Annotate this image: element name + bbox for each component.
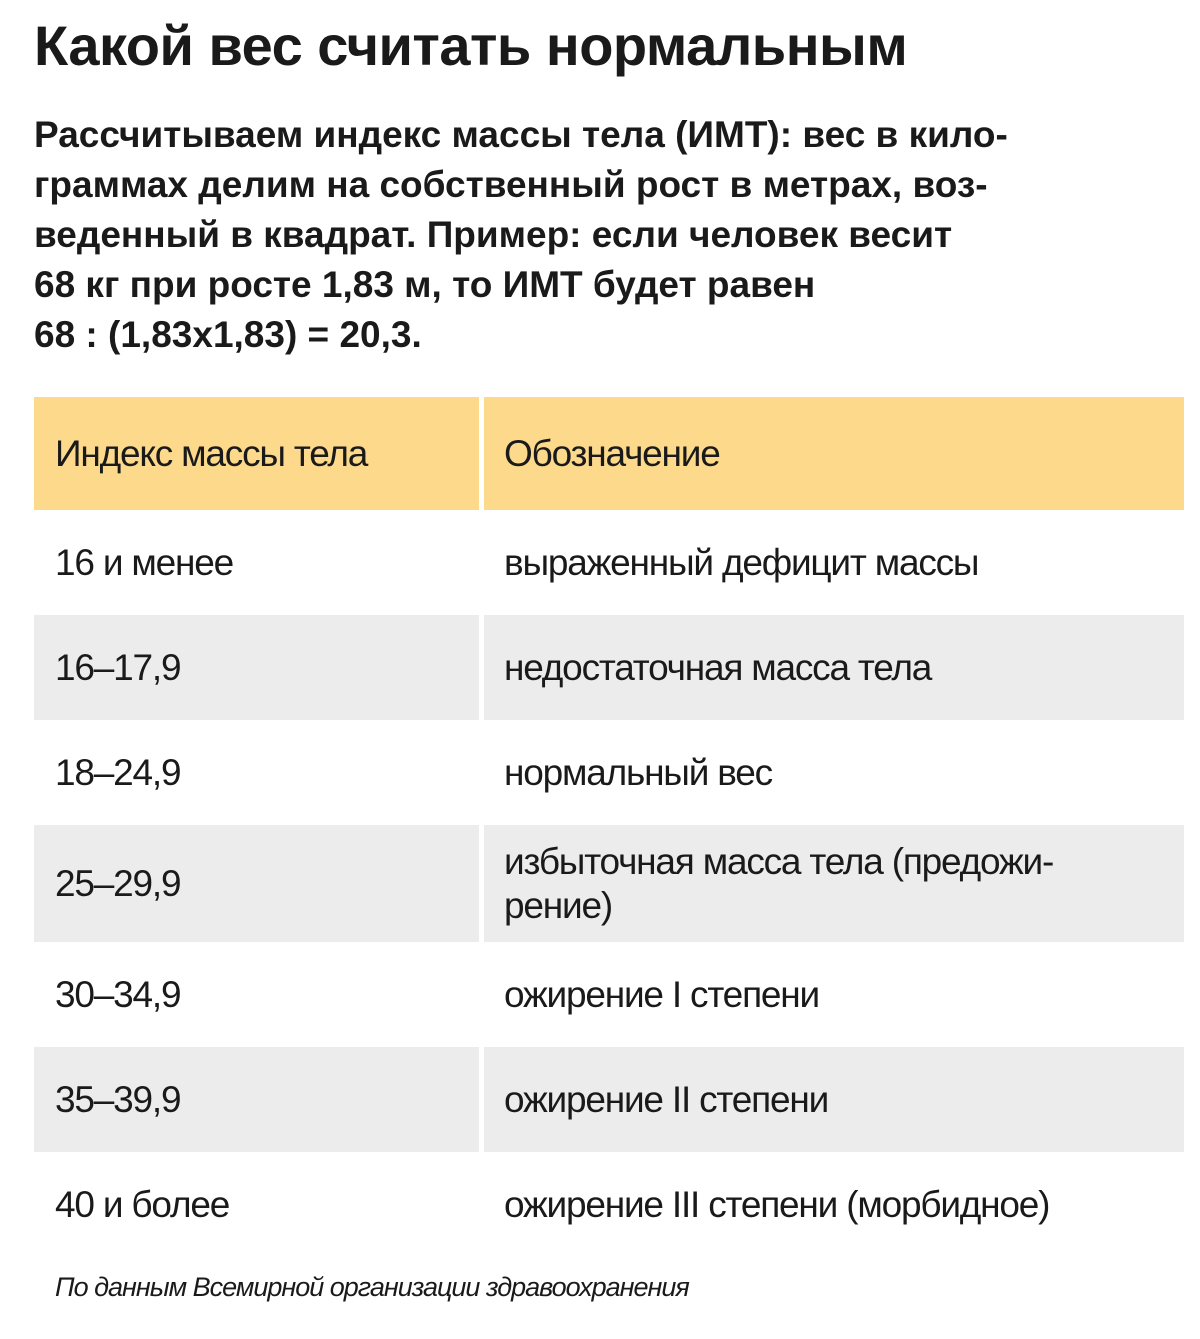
bmi-cell: 25–29,9 [34,825,484,942]
intro-line: 68 : (1,83x1,83) = 20,3. [34,314,422,355]
intro-line: Рассчитываем индекс массы тела (ИМТ): вес в кило- [34,114,1008,155]
intro-line: граммах делим на собственный рост в метрах, воз- [34,164,988,205]
designation-cell: недостаточная масса тела [484,615,1184,720]
designation-line: избыточная масса тела (предожи- [504,840,1054,882]
bmi-cell: 18–24,9 [34,720,484,825]
table-body [34,510,1184,1257]
bmi-cell: 16–17,9 [34,615,484,720]
intro-line: 68 кг при росте 1,83 м, то ИМТ будет равен [34,264,816,305]
table-row [34,720,1184,825]
table-header-row [34,397,1184,510]
column-header-designation: Обозначение [484,397,1184,510]
table-row [34,825,1184,942]
bmi-cell: 40 и более [34,1152,484,1257]
table-row [34,1047,1184,1152]
table-row [34,510,1184,615]
table-row [34,615,1184,720]
intro-paragraph [34,110,1144,360]
designation-cell: нормальный вес [484,720,1184,825]
intro-line: веденный в квадрат. Пример: если человек весит [34,214,953,255]
bmi-infographic [34,0,1184,1302]
designation-cell: ожирение III степени (морбидное) [484,1152,1184,1257]
designation-cell: выраженный дефицит массы [484,510,1184,615]
bmi-cell: 30–34,9 [34,942,484,1047]
table-header [34,397,1184,510]
bmi-cell: 35–39,9 [34,1047,484,1152]
designation-cell [484,825,1184,942]
source-note: По данным Всемирной организации здравоохранения [55,1272,689,1302]
table-row [34,1152,1184,1257]
table-row [34,942,1184,1047]
page-title: Какой вес считать нормальным [34,14,908,77]
column-header-bmi: Индекс массы тела [34,397,484,510]
bmi-cell: 16 и менее [34,510,484,615]
designation-cell: ожирение II степени [484,1047,1184,1152]
designation-line: рение) [504,884,612,926]
bmi-table [34,397,1184,1257]
designation-cell: ожирение I степени [484,942,1184,1047]
